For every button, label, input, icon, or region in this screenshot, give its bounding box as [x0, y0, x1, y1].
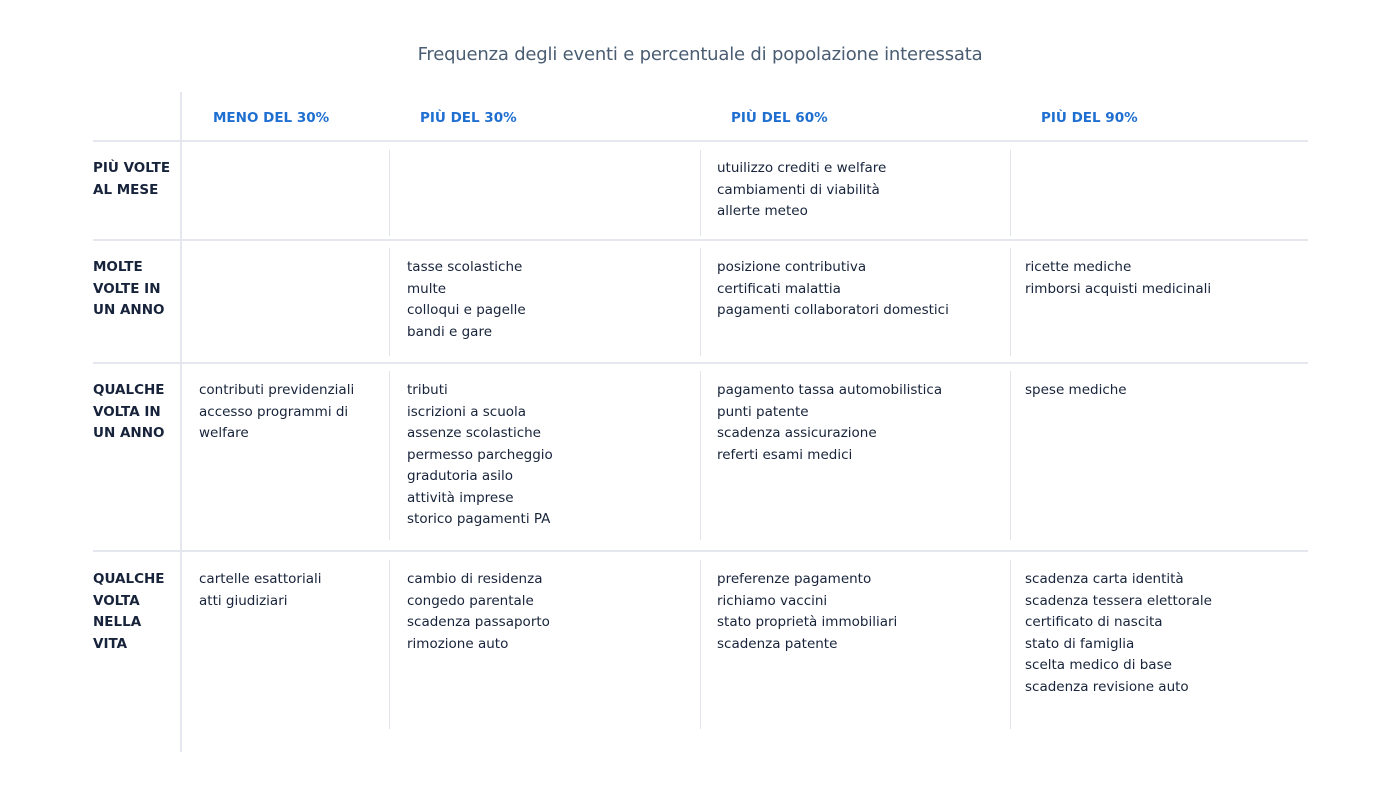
- column-divider: [700, 371, 701, 540]
- list-item: utuilizzo crediti e welfare: [717, 160, 887, 176]
- row-divider: [93, 140, 1308, 142]
- table-cell: [407, 257, 692, 343]
- list-item: rimozione auto: [407, 635, 509, 652]
- list-item: scadenza passaporto: [407, 614, 550, 630]
- row-header: QUALCHE VOLTA IN UN ANNO: [93, 382, 165, 441]
- table-cell: [1025, 257, 1295, 300]
- table-cell: [1025, 569, 1295, 698]
- table-cell: [407, 569, 692, 655]
- list-item: pagamento tassa automobilistica: [717, 382, 943, 398]
- column-divider: [389, 150, 390, 236]
- page-title: Frequenza degli eventi e percentuale di popolazione interessata: [417, 44, 983, 65]
- list-item: multe: [407, 280, 447, 297]
- table-cell: [717, 380, 1002, 466]
- table-cell: [717, 569, 1002, 655]
- list-item: cartelle esattoriali: [199, 571, 322, 587]
- list-item: iscrizioni a scuola: [407, 403, 527, 420]
- row-header: QUALCHE VOLTA NELLA VITA: [93, 571, 165, 652]
- table-cell: [199, 569, 379, 612]
- column-divider: [700, 560, 701, 729]
- list-item: tasse scolastiche: [407, 259, 523, 275]
- column-divider: [389, 560, 390, 729]
- list-item: pagamenti collaboratori domestici: [717, 302, 949, 318]
- list-item: stato proprietà immobiliari: [717, 614, 898, 630]
- table-cell: [1025, 380, 1295, 402]
- list-item: scelta medico di base: [1025, 657, 1172, 673]
- row-header: MOLTE VOLTE IN UN ANNO: [93, 259, 165, 318]
- list-item: richiamo vaccini: [717, 592, 828, 609]
- row-header-axis-line: [180, 92, 182, 752]
- column-divider: [1010, 560, 1011, 729]
- list-item: colloqui e pagelle: [407, 302, 526, 318]
- row-divider: [93, 239, 1308, 241]
- row-divider: [93, 362, 1308, 364]
- list-item: allerte meteo: [717, 203, 808, 219]
- list-item: certificato di nascita: [1025, 614, 1163, 630]
- list-item: scadenza assicurazione: [717, 425, 877, 441]
- list-item: rimborsi acquisti medicinali: [1025, 280, 1212, 297]
- column-divider: [389, 371, 390, 540]
- list-item: permesso parcheggio: [407, 446, 553, 463]
- row-header: PIÙ VOLTE AL MESE: [93, 160, 171, 198]
- table-cell: [717, 158, 1002, 223]
- list-item: congedo parentale: [407, 592, 534, 609]
- column-divider: [1010, 371, 1011, 540]
- list-item: scadenza patente: [717, 635, 838, 652]
- row-divider: [93, 550, 1308, 552]
- list-item: certificati malattia: [717, 280, 841, 297]
- column-header: MENO DEL 30%: [213, 110, 330, 126]
- list-item: posizione contributiva: [717, 259, 867, 275]
- list-item: gradutoria asilo: [407, 468, 514, 484]
- list-item: assenze scolastiche: [407, 425, 541, 441]
- table-cell: [199, 380, 379, 445]
- list-item: accesso programmi di welfare: [199, 403, 349, 441]
- list-item: attività imprese: [407, 489, 514, 506]
- list-item: scadenza carta identità: [1025, 571, 1184, 587]
- column-divider: [700, 150, 701, 236]
- list-item: cambiamenti di viabilità: [717, 181, 880, 198]
- list-item: stato di famiglia: [1025, 635, 1135, 652]
- column-header: PIÙ DEL 90%: [1041, 110, 1138, 126]
- list-item: preferenze pagamento: [717, 571, 872, 587]
- list-item: cambio di residenza: [407, 571, 543, 587]
- column-header: PIÙ DEL 30%: [420, 110, 517, 126]
- list-item: scadenza revisione auto: [1025, 678, 1189, 695]
- column-divider: [1010, 248, 1011, 356]
- list-item: referti esami medici: [717, 446, 853, 463]
- list-item: ricette mediche: [1025, 259, 1132, 275]
- column-divider: [389, 248, 390, 356]
- list-item: scadenza tessera elettorale: [1025, 592, 1212, 609]
- table-cell: [717, 257, 1002, 322]
- table-cell: [407, 380, 692, 531]
- list-item: storico pagamenti PA: [407, 511, 551, 527]
- list-item: atti giudiziari: [199, 592, 288, 609]
- column-divider: [700, 248, 701, 356]
- list-item: punti patente: [717, 403, 809, 420]
- list-item: tributi: [407, 382, 448, 398]
- list-item: contributi previdenziali: [199, 382, 355, 398]
- column-header: PIÙ DEL 60%: [731, 110, 828, 126]
- list-item: spese mediche: [1025, 382, 1127, 398]
- list-item: bandi e gare: [407, 323, 493, 340]
- column-divider: [1010, 150, 1011, 236]
